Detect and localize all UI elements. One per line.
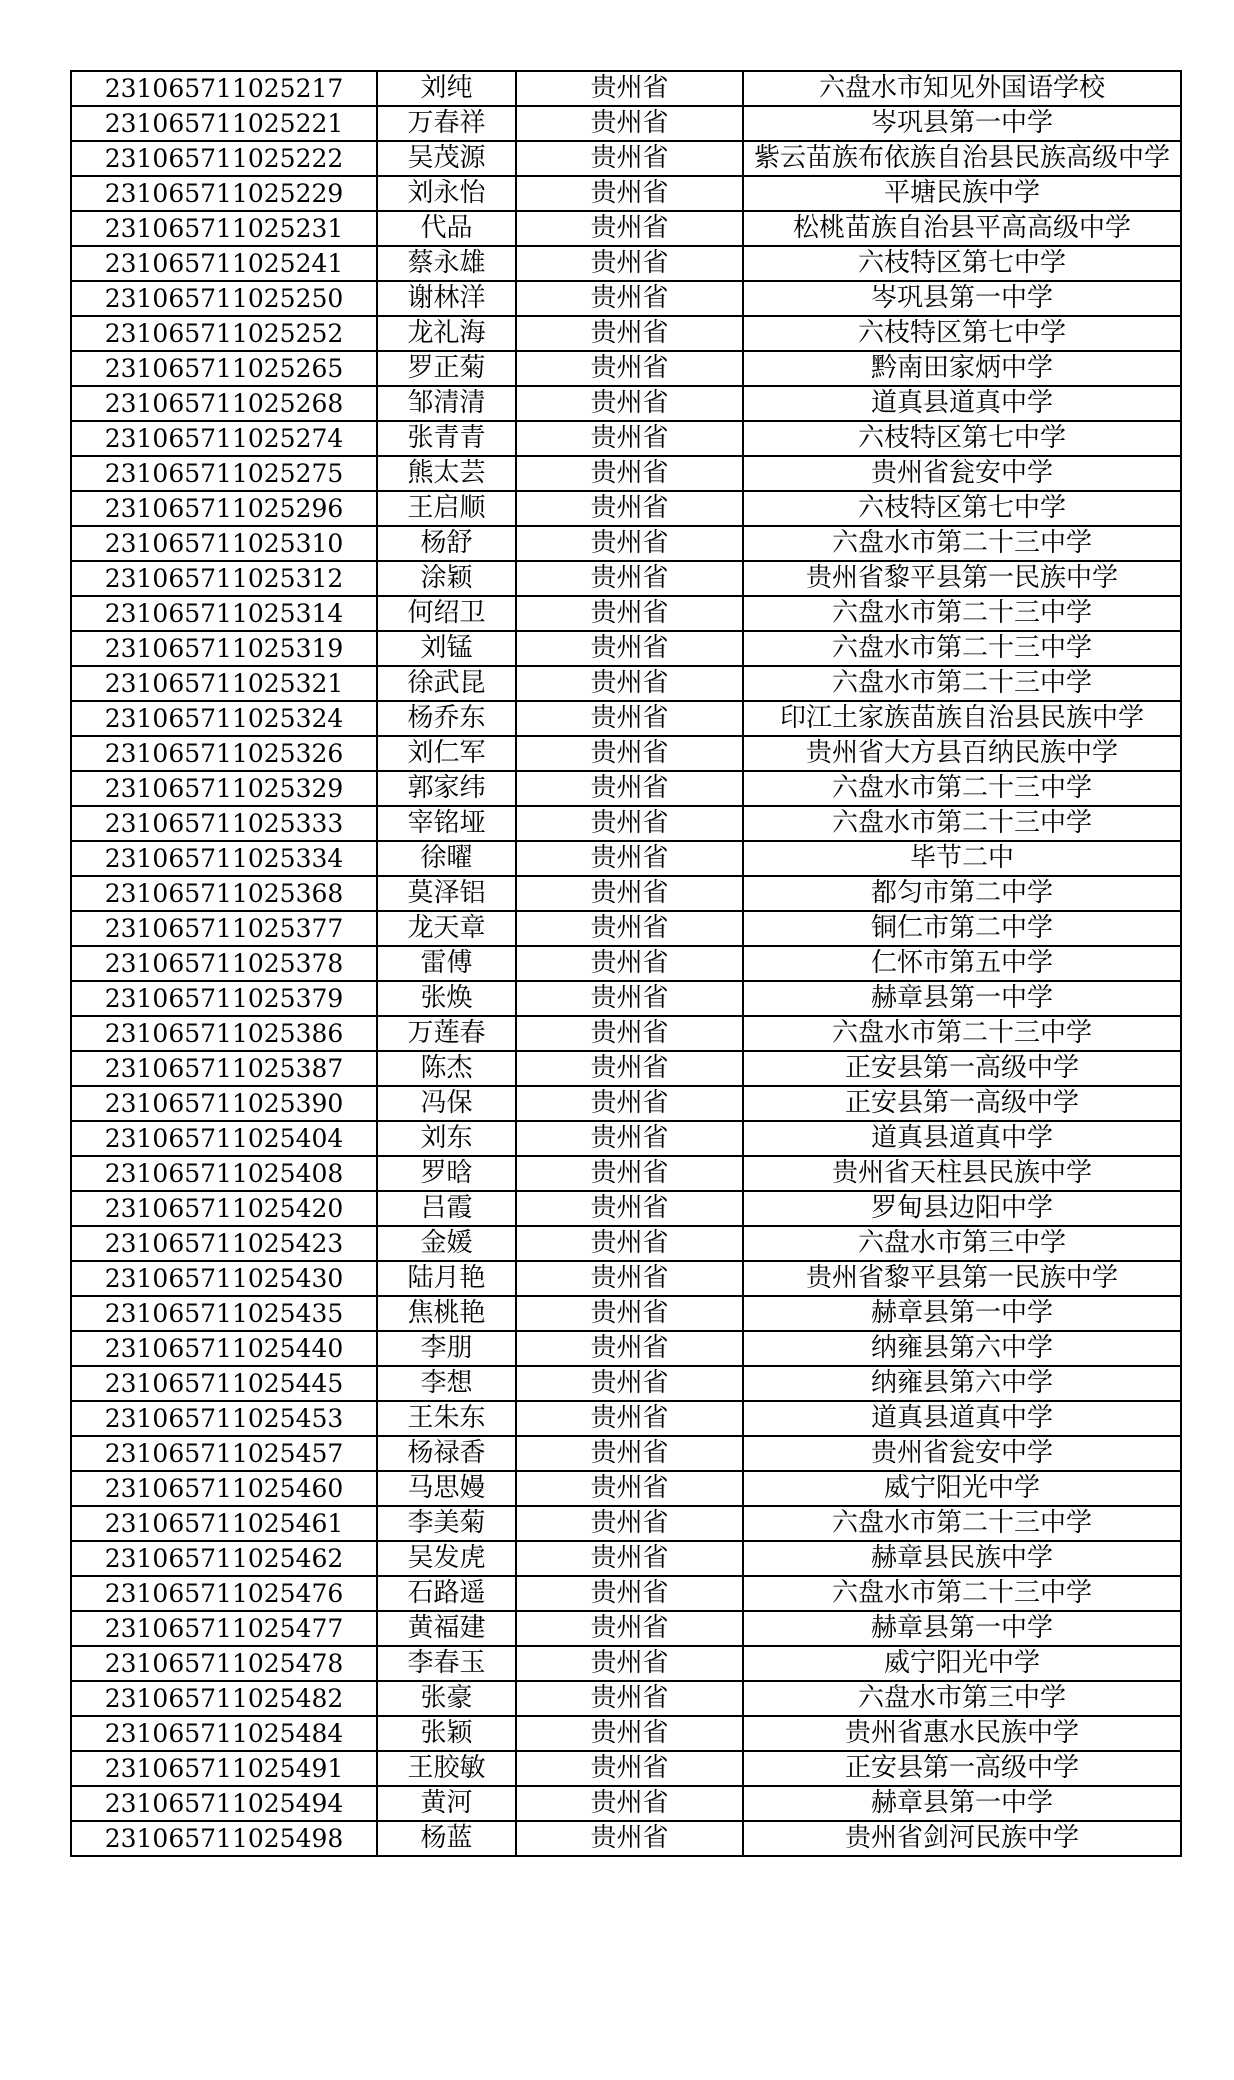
province-cell: 贵州省 xyxy=(516,1576,743,1611)
province-cell: 贵州省 xyxy=(516,841,743,876)
school-cell: 六盘水市第三中学 xyxy=(743,1226,1181,1261)
student-name-cell: 王启顺 xyxy=(377,491,516,526)
candidate-id-cell: 231065711025494 xyxy=(71,1786,377,1821)
table-row xyxy=(71,1821,1181,1856)
candidate-id-cell: 231065711025252 xyxy=(71,316,377,351)
school-cell: 正安县第一高级中学 xyxy=(743,1751,1181,1786)
table-row xyxy=(71,771,1181,806)
table-row xyxy=(71,1576,1181,1611)
table-row xyxy=(71,1156,1181,1191)
student-name-cell: 张豪 xyxy=(377,1681,516,1716)
table-row xyxy=(71,946,1181,981)
candidate-id-cell: 231065711025378 xyxy=(71,946,377,981)
province-cell: 贵州省 xyxy=(516,1646,743,1681)
province-cell: 贵州省 xyxy=(516,1751,743,1786)
table-row xyxy=(71,421,1181,456)
province-cell: 贵州省 xyxy=(516,736,743,771)
school-cell: 六盘水市第二十三中学 xyxy=(743,1016,1181,1051)
table-row xyxy=(71,71,1181,106)
school-cell: 印江土家族苗族自治县民族中学 xyxy=(743,701,1181,736)
table-body xyxy=(71,71,1181,1856)
province-cell: 贵州省 xyxy=(516,246,743,281)
province-cell: 贵州省 xyxy=(516,1471,743,1506)
student-name-cell: 刘东 xyxy=(377,1121,516,1156)
candidate-id-cell: 231065711025314 xyxy=(71,596,377,631)
candidate-id-cell: 231065711025312 xyxy=(71,561,377,596)
province-cell: 贵州省 xyxy=(516,1716,743,1751)
candidate-id-cell: 231065711025333 xyxy=(71,806,377,841)
student-name-cell: 宰铭垭 xyxy=(377,806,516,841)
student-name-cell: 郭家纬 xyxy=(377,771,516,806)
province-cell: 贵州省 xyxy=(516,141,743,176)
candidate-id-cell: 231065711025491 xyxy=(71,1751,377,1786)
student-name-cell: 代品 xyxy=(377,211,516,246)
province-cell: 贵州省 xyxy=(516,71,743,106)
candidate-id-cell: 231065711025377 xyxy=(71,911,377,946)
province-cell: 贵州省 xyxy=(516,316,743,351)
school-cell: 六盘水市第二十三中学 xyxy=(743,596,1181,631)
table-row xyxy=(71,456,1181,491)
candidate-id-cell: 231065711025229 xyxy=(71,176,377,211)
school-cell: 六盘水市第二十三中学 xyxy=(743,771,1181,806)
student-name-cell: 黄福建 xyxy=(377,1611,516,1646)
province-cell: 贵州省 xyxy=(516,456,743,491)
province-cell: 贵州省 xyxy=(516,421,743,456)
school-cell: 铜仁市第二中学 xyxy=(743,911,1181,946)
province-cell: 贵州省 xyxy=(516,491,743,526)
candidate-id-cell: 231065711025387 xyxy=(71,1051,377,1086)
candidate-id-cell: 231065711025231 xyxy=(71,211,377,246)
school-cell: 纳雍县第六中学 xyxy=(743,1331,1181,1366)
province-cell: 贵州省 xyxy=(516,1366,743,1401)
candidate-id-cell: 231065711025404 xyxy=(71,1121,377,1156)
province-cell: 贵州省 xyxy=(516,911,743,946)
province-cell: 贵州省 xyxy=(516,946,743,981)
province-cell: 贵州省 xyxy=(516,631,743,666)
student-name-cell: 李朋 xyxy=(377,1331,516,1366)
province-cell: 贵州省 xyxy=(516,1086,743,1121)
province-cell: 贵州省 xyxy=(516,106,743,141)
student-name-cell: 刘锰 xyxy=(377,631,516,666)
school-cell: 六枝特区第七中学 xyxy=(743,491,1181,526)
student-name-cell: 王胶敏 xyxy=(377,1751,516,1786)
province-cell: 贵州省 xyxy=(516,386,743,421)
student-name-cell: 刘纯 xyxy=(377,71,516,106)
province-cell: 贵州省 xyxy=(516,211,743,246)
table-row xyxy=(71,876,1181,911)
school-cell: 贵州省天柱县民族中学 xyxy=(743,1156,1181,1191)
candidate-id-cell: 231065711025435 xyxy=(71,1296,377,1331)
candidate-id-cell: 231065711025420 xyxy=(71,1191,377,1226)
school-cell: 六盘水市第二十三中学 xyxy=(743,1506,1181,1541)
table-row xyxy=(71,281,1181,316)
student-name-cell: 邹清清 xyxy=(377,386,516,421)
table-row xyxy=(71,631,1181,666)
candidate-id-cell: 231065711025310 xyxy=(71,526,377,561)
student-name-cell: 焦桃艳 xyxy=(377,1296,516,1331)
school-cell: 岑巩县第一中学 xyxy=(743,281,1181,316)
student-name-cell: 杨舒 xyxy=(377,526,516,561)
table-row xyxy=(71,1016,1181,1051)
candidate-id-cell: 231065711025321 xyxy=(71,666,377,701)
school-cell: 贵州省瓮安中学 xyxy=(743,1436,1181,1471)
table-row xyxy=(71,1086,1181,1121)
student-name-cell: 蔡永雄 xyxy=(377,246,516,281)
student-name-cell: 陆月艳 xyxy=(377,1261,516,1296)
table-row xyxy=(71,736,1181,771)
student-name-cell: 石路遥 xyxy=(377,1576,516,1611)
student-name-cell: 张青青 xyxy=(377,421,516,456)
student-name-cell: 徐武昆 xyxy=(377,666,516,701)
school-cell: 贵州省剑河民族中学 xyxy=(743,1821,1181,1856)
table-row xyxy=(71,806,1181,841)
candidate-id-cell: 231065711025326 xyxy=(71,736,377,771)
school-cell: 罗甸县边阳中学 xyxy=(743,1191,1181,1226)
province-cell: 贵州省 xyxy=(516,351,743,386)
table-row xyxy=(71,1471,1181,1506)
province-cell: 贵州省 xyxy=(516,981,743,1016)
candidate-id-cell: 231065711025221 xyxy=(71,106,377,141)
table-row xyxy=(71,1541,1181,1576)
table-row xyxy=(71,351,1181,386)
candidate-id-cell: 231065711025484 xyxy=(71,1716,377,1751)
candidate-id-cell: 231065711025368 xyxy=(71,876,377,911)
student-name-cell: 龙礼海 xyxy=(377,316,516,351)
province-cell: 贵州省 xyxy=(516,1331,743,1366)
province-cell: 贵州省 xyxy=(516,876,743,911)
candidate-id-cell: 231065711025217 xyxy=(71,71,377,106)
table-row xyxy=(71,841,1181,876)
candidate-id-cell: 231065711025329 xyxy=(71,771,377,806)
student-name-cell: 雷傅 xyxy=(377,946,516,981)
table-row xyxy=(71,1436,1181,1471)
table-row xyxy=(71,1366,1181,1401)
province-cell: 贵州省 xyxy=(516,1226,743,1261)
student-name-cell: 李想 xyxy=(377,1366,516,1401)
province-cell: 贵州省 xyxy=(516,1436,743,1471)
school-cell: 赫章县民族中学 xyxy=(743,1541,1181,1576)
candidate-id-cell: 231065711025241 xyxy=(71,246,377,281)
table-row xyxy=(71,246,1181,281)
school-cell: 紫云苗族布依族自治县民族高级中学 xyxy=(743,141,1181,176)
candidate-id-cell: 231065711025390 xyxy=(71,1086,377,1121)
table-row xyxy=(71,1121,1181,1156)
table-row xyxy=(71,1191,1181,1226)
province-cell: 贵州省 xyxy=(516,771,743,806)
province-cell: 贵州省 xyxy=(516,666,743,701)
table-row xyxy=(71,1331,1181,1366)
table-row xyxy=(71,386,1181,421)
student-name-cell: 张颖 xyxy=(377,1716,516,1751)
school-cell: 六枝特区第七中学 xyxy=(743,246,1181,281)
school-cell: 六枝特区第七中学 xyxy=(743,421,1181,456)
school-cell: 威宁阳光中学 xyxy=(743,1646,1181,1681)
student-name-cell: 涂颖 xyxy=(377,561,516,596)
province-cell: 贵州省 xyxy=(516,561,743,596)
student-name-cell: 熊太芸 xyxy=(377,456,516,491)
school-cell: 贵州省大方县百纳民族中学 xyxy=(743,736,1181,771)
student-name-cell: 万莲春 xyxy=(377,1016,516,1051)
student-name-cell: 杨乔东 xyxy=(377,701,516,736)
province-cell: 贵州省 xyxy=(516,281,743,316)
candidate-id-cell: 231065711025222 xyxy=(71,141,377,176)
table-row xyxy=(71,176,1181,211)
school-cell: 六盘水市第二十三中学 xyxy=(743,631,1181,666)
table-row xyxy=(71,316,1181,351)
table-row xyxy=(71,106,1181,141)
province-cell: 贵州省 xyxy=(516,1681,743,1716)
table-row xyxy=(71,1646,1181,1681)
student-name-cell: 张焕 xyxy=(377,981,516,1016)
school-cell: 黔南田家炳中学 xyxy=(743,351,1181,386)
candidate-id-cell: 231065711025477 xyxy=(71,1611,377,1646)
province-cell: 贵州省 xyxy=(516,1541,743,1576)
data-table xyxy=(70,70,1182,1857)
school-cell: 六盘水市第三中学 xyxy=(743,1681,1181,1716)
school-cell: 正安县第一高级中学 xyxy=(743,1086,1181,1121)
candidate-id-cell: 231065711025498 xyxy=(71,1821,377,1856)
candidate-id-cell: 231065711025268 xyxy=(71,386,377,421)
table-row xyxy=(71,211,1181,246)
table-row xyxy=(71,1401,1181,1436)
province-cell: 贵州省 xyxy=(516,1296,743,1331)
province-cell: 贵州省 xyxy=(516,1191,743,1226)
school-cell: 毕节二中 xyxy=(743,841,1181,876)
table-row xyxy=(71,666,1181,701)
table-row xyxy=(71,911,1181,946)
province-cell: 贵州省 xyxy=(516,1156,743,1191)
candidate-id-cell: 231065711025457 xyxy=(71,1436,377,1471)
candidate-id-cell: 231065711025408 xyxy=(71,1156,377,1191)
student-name-cell: 李春玉 xyxy=(377,1646,516,1681)
student-name-cell: 杨蓝 xyxy=(377,1821,516,1856)
candidate-id-cell: 231065711025440 xyxy=(71,1331,377,1366)
table-row xyxy=(71,1506,1181,1541)
school-cell: 道真县道真中学 xyxy=(743,1121,1181,1156)
candidate-id-cell: 231065711025274 xyxy=(71,421,377,456)
student-name-cell: 杨禄香 xyxy=(377,1436,516,1471)
candidate-id-cell: 231065711025453 xyxy=(71,1401,377,1436)
student-name-cell: 黄河 xyxy=(377,1786,516,1821)
table-row xyxy=(71,1716,1181,1751)
table-row xyxy=(71,1226,1181,1261)
province-cell: 贵州省 xyxy=(516,1821,743,1856)
candidate-id-cell: 231065711025250 xyxy=(71,281,377,316)
school-cell: 仁怀市第五中学 xyxy=(743,946,1181,981)
candidate-id-cell: 231065711025386 xyxy=(71,1016,377,1051)
school-cell: 赫章县第一中学 xyxy=(743,1611,1181,1646)
candidate-id-cell: 231065711025462 xyxy=(71,1541,377,1576)
province-cell: 贵州省 xyxy=(516,1016,743,1051)
school-cell: 威宁阳光中学 xyxy=(743,1471,1181,1506)
province-cell: 贵州省 xyxy=(516,806,743,841)
school-cell: 六盘水市第二十三中学 xyxy=(743,666,1181,701)
student-name-cell: 吕霞 xyxy=(377,1191,516,1226)
province-cell: 贵州省 xyxy=(516,1786,743,1821)
candidate-id-cell: 231065711025460 xyxy=(71,1471,377,1506)
school-cell: 六盘水市第二十三中学 xyxy=(743,526,1181,561)
school-cell: 贵州省惠水民族中学 xyxy=(743,1716,1181,1751)
table-row xyxy=(71,1261,1181,1296)
school-cell: 贵州省黎平县第一民族中学 xyxy=(743,1261,1181,1296)
province-cell: 贵州省 xyxy=(516,176,743,211)
province-cell: 贵州省 xyxy=(516,1611,743,1646)
student-name-cell: 万春祥 xyxy=(377,106,516,141)
table-row xyxy=(71,1296,1181,1331)
province-cell: 贵州省 xyxy=(516,1401,743,1436)
candidate-id-cell: 231065711025296 xyxy=(71,491,377,526)
student-name-cell: 何绍卫 xyxy=(377,596,516,631)
candidate-id-cell: 231065711025423 xyxy=(71,1226,377,1261)
province-cell: 贵州省 xyxy=(516,1051,743,1086)
school-cell: 六枝特区第七中学 xyxy=(743,316,1181,351)
province-cell: 贵州省 xyxy=(516,526,743,561)
table-row xyxy=(71,1611,1181,1646)
table-row xyxy=(71,1786,1181,1821)
student-name-cell: 徐曜 xyxy=(377,841,516,876)
candidate-id-cell: 231065711025275 xyxy=(71,456,377,491)
school-cell: 赫章县第一中学 xyxy=(743,1786,1181,1821)
school-cell: 道真县道真中学 xyxy=(743,386,1181,421)
candidate-id-cell: 231065711025478 xyxy=(71,1646,377,1681)
candidate-id-cell: 231065711025334 xyxy=(71,841,377,876)
candidate-id-cell: 231065711025324 xyxy=(71,701,377,736)
table-row xyxy=(71,526,1181,561)
province-cell: 贵州省 xyxy=(516,701,743,736)
student-name-cell: 陈杰 xyxy=(377,1051,516,1086)
table-row xyxy=(71,1751,1181,1786)
school-cell: 道真县道真中学 xyxy=(743,1401,1181,1436)
school-cell: 赫章县第一中学 xyxy=(743,1296,1181,1331)
school-cell: 正安县第一高级中学 xyxy=(743,1051,1181,1086)
table-row xyxy=(71,141,1181,176)
table-row xyxy=(71,596,1181,631)
candidate-id-cell: 231065711025319 xyxy=(71,631,377,666)
candidate-id-cell: 231065711025482 xyxy=(71,1681,377,1716)
province-cell: 贵州省 xyxy=(516,1121,743,1156)
table-row xyxy=(71,701,1181,736)
table-row xyxy=(71,1681,1181,1716)
table-row xyxy=(71,561,1181,596)
province-cell: 贵州省 xyxy=(516,596,743,631)
province-cell: 贵州省 xyxy=(516,1506,743,1541)
student-name-cell: 莫泽铝 xyxy=(377,876,516,911)
student-name-cell: 金媛 xyxy=(377,1226,516,1261)
school-cell: 贵州省黎平县第一民族中学 xyxy=(743,561,1181,596)
province-cell: 贵州省 xyxy=(516,1261,743,1296)
student-name-cell: 马思嫚 xyxy=(377,1471,516,1506)
candidate-id-cell: 231065711025430 xyxy=(71,1261,377,1296)
candidate-id-cell: 231065711025379 xyxy=(71,981,377,1016)
student-name-cell: 刘永怡 xyxy=(377,176,516,211)
school-cell: 六盘水市第二十三中学 xyxy=(743,806,1181,841)
student-name-cell: 谢林洋 xyxy=(377,281,516,316)
school-cell: 松桃苗族自治县平高高级中学 xyxy=(743,211,1181,246)
student-name-cell: 吴发虎 xyxy=(377,1541,516,1576)
student-name-cell: 王朱东 xyxy=(377,1401,516,1436)
school-cell: 六盘水市知见外国语学校 xyxy=(743,71,1181,106)
candidate-id-cell: 231065711025445 xyxy=(71,1366,377,1401)
school-cell: 平塘民族中学 xyxy=(743,176,1181,211)
school-cell: 岑巩县第一中学 xyxy=(743,106,1181,141)
student-name-cell: 刘仁军 xyxy=(377,736,516,771)
table-row xyxy=(71,1051,1181,1086)
student-name-cell: 吴茂源 xyxy=(377,141,516,176)
candidate-id-cell: 231065711025461 xyxy=(71,1506,377,1541)
school-cell: 六盘水市第二十三中学 xyxy=(743,1576,1181,1611)
student-name-cell: 罗正菊 xyxy=(377,351,516,386)
school-cell: 赫章县第一中学 xyxy=(743,981,1181,1016)
school-cell: 纳雍县第六中学 xyxy=(743,1366,1181,1401)
school-cell: 都匀市第二中学 xyxy=(743,876,1181,911)
candidate-id-cell: 231065711025476 xyxy=(71,1576,377,1611)
candidate-id-cell: 231065711025265 xyxy=(71,351,377,386)
student-name-cell: 冯保 xyxy=(377,1086,516,1121)
school-cell: 贵州省瓮安中学 xyxy=(743,456,1181,491)
student-name-cell: 龙天章 xyxy=(377,911,516,946)
table-row xyxy=(71,981,1181,1016)
student-name-cell: 李美菊 xyxy=(377,1506,516,1541)
student-name-cell: 罗晗 xyxy=(377,1156,516,1191)
table-row xyxy=(71,491,1181,526)
